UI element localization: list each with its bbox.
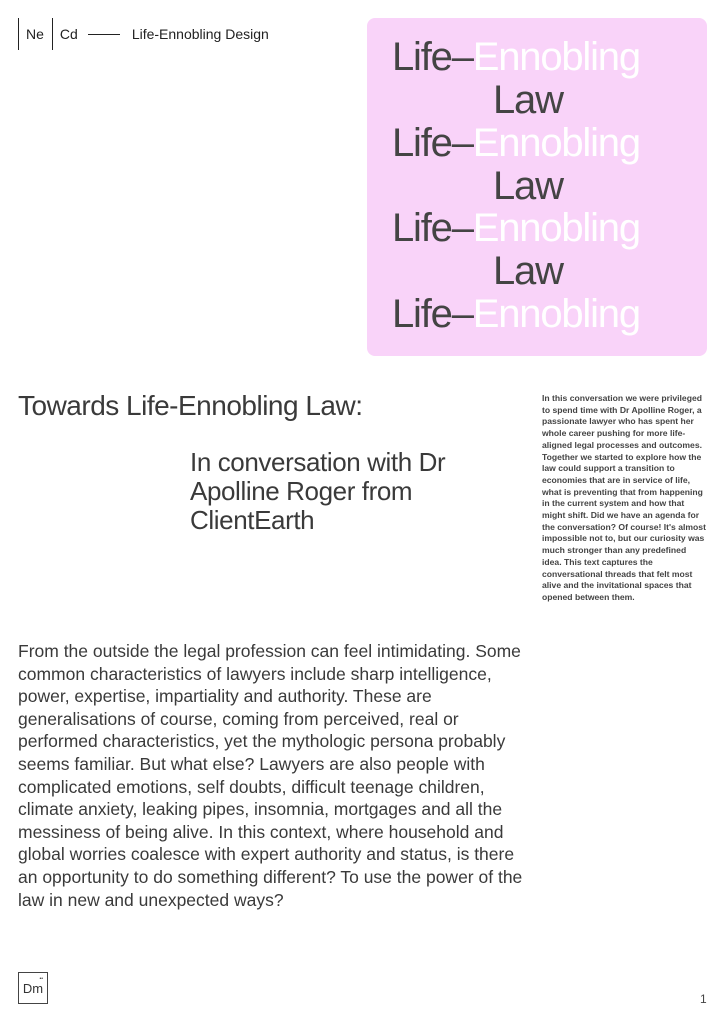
body-paragraph: From the outside the legal profession can feel intimidating. Some common characteristics of lawyers include sharp intelligence, power, expertise, impartiality and authority. These are generalisations of course, coming from perceived, real or performed characteristics, yet the mythologic persona probably seems familiar. But what else? Lawyers are also people with complicated emotions, self doubts, difficult teenage children, climate anxiety, leaking pipes, insomnia, mortgages and all the messiness of being alive. In this context, where household and global worries coalesce with expert authority and status, is there an opportunity to do something different? To use the power of the law in new and unexpected ways? <box>18 641 523 910</box>
artwork-dark-text: Life– <box>392 292 473 336</box>
artwork-line <box>493 250 563 292</box>
intro-paragraph: In this conversation we were privileged to spend time with Dr Apolline Roger, a passionate lawyer who has spent her whole career pushing for more life-aligned legal processes and outcomes. Together we started to explore how the law could support a transition to economies that are in service of life, what is preventing that from happening in the current system and how that might shift. Did we have an agenda for the conversation? Of course! It's almost impossible not to, but our curiosity was much stronger than any predefined idea. This text captures the conversational threads that felt most alive and the invitational spaces that opened between them. <box>542 393 706 602</box>
artwork-line <box>392 36 640 78</box>
logo-text: Dm <box>22 980 44 996</box>
artwork-light-text: Ennobling <box>472 292 640 336</box>
header <box>18 18 269 50</box>
artwork-dark-text: Law <box>493 78 563 122</box>
header-mark-cd: Cd <box>52 18 86 50</box>
artwork-dark-text: Life– <box>392 35 473 79</box>
artwork-dark-text: Law <box>493 249 563 293</box>
logo <box>18 972 48 1004</box>
artwork-dark-text: Law <box>493 164 563 208</box>
artwork-dark-text: Life– <box>392 206 473 250</box>
artwork-line <box>493 79 563 121</box>
artwork-line <box>392 207 640 249</box>
header-mark-ne: Ne <box>18 18 52 50</box>
article-title: Towards Life-Ennobling Law: <box>18 390 363 421</box>
artwork-light-text: Ennobling <box>472 121 640 165</box>
artwork-light-text: Ennobling <box>472 206 640 250</box>
artwork-line <box>493 165 563 207</box>
title-artwork <box>367 18 707 356</box>
article-subtitle: In conversation with Dr Apolline Roger from ClientEarth <box>190 447 446 535</box>
logo-mark: •• <box>39 976 43 982</box>
artwork-line <box>392 122 640 164</box>
artwork-light-text: Ennobling <box>472 35 640 79</box>
page-number: 1 <box>700 992 707 1006</box>
header-divider-line <box>88 34 120 35</box>
artwork-line <box>392 293 640 335</box>
header-title: Life-Ennobling Design <box>131 26 269 42</box>
artwork-dark-text: Life– <box>392 121 473 165</box>
